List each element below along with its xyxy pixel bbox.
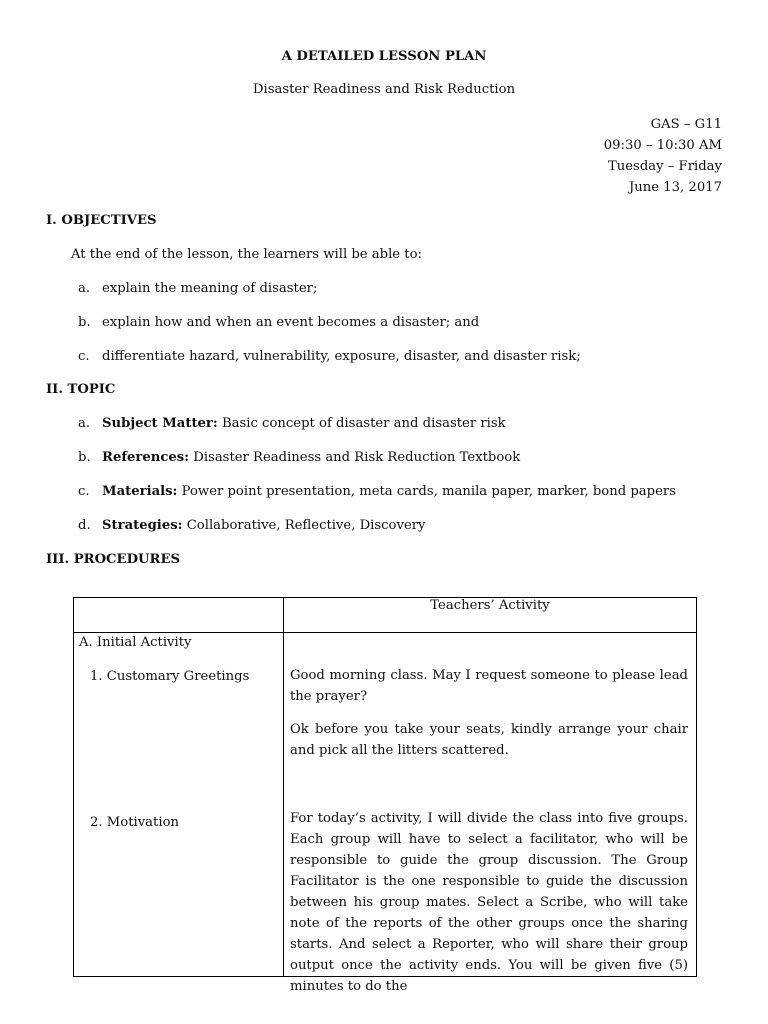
topic-item (78, 450, 520, 467)
table-row (74, 633, 697, 977)
item-text: Basic concept of disaster and disaster risk (217, 416, 506, 431)
objective-item (78, 315, 479, 332)
item-text: differentiate hazard, vulnerability, exposure, disaster, and disaster risk; (102, 349, 581, 364)
item-text: explain how and when an event becomes a disaster; and (102, 315, 480, 330)
table-header-teachers-activity: Teachers’ Activity (284, 598, 697, 633)
class-time: 09:30 – 10:30 AM (603, 138, 722, 153)
document-title: A DETAILED LESSON PLAN (281, 49, 487, 64)
item-text: Collaborative, Reflective, Discovery (182, 518, 426, 533)
item-letter: a. (78, 416, 91, 431)
topic-item (78, 416, 506, 433)
greetings-paragraph: Good morning class. May I request someone to please lead the prayer? (290, 668, 688, 704)
objective-item (78, 349, 581, 366)
item-letter: c. (78, 484, 90, 499)
subject-title: Disaster Readiness and Risk Reduction (252, 82, 516, 97)
class-date: June 13, 2017 (629, 180, 722, 195)
motivation-paragraph: For today’s activity, I will divide the class into five groups. Each group will have to select a facilitator, who will be responsible to guide the group discussion. The Group Facilitator is the one responsible to guide the discussion between his group mates. Select a Scribe, who will take note of the reports of the other groups once the sharing starts. And select a Reporter, who will share their group output once the activity ends. You will be given five (5) minutes to do the (290, 811, 688, 994)
objective-item (78, 281, 317, 298)
procedures-heading: III. PROCEDURES (46, 552, 181, 567)
item-text: Power point presentation, meta cards, manila paper, marker, bond papers (177, 484, 676, 499)
item-letter: a. (78, 281, 91, 296)
arrange-chairs-paragraph: Ok before you take your seats, kindly arrange your chair and pick all the litters scattered. (290, 722, 688, 758)
class-days: Tuesday – Friday (607, 159, 722, 174)
procedures-table (73, 597, 697, 994)
objectives-heading: I. OBJECTIVES (46, 213, 157, 228)
row-label-customary-greetings: 1. Customary Greetings (90, 669, 250, 684)
item-letter: c. (78, 349, 90, 364)
topic-heading: II. TOPIC (46, 382, 116, 397)
topic-item (78, 518, 426, 535)
table-header-row (74, 598, 697, 633)
item-label: Subject Matter: (102, 416, 218, 431)
row-label-motivation: 2. Motivation (90, 815, 179, 830)
item-letter: b. (78, 450, 91, 465)
item-text: explain the meaning of disaster; (102, 281, 318, 296)
item-text: Disaster Readiness and Risk Reduction Textbook (189, 450, 521, 465)
topic-item (78, 484, 676, 501)
objectives-intro: At the end of the lesson, the learners will be able to: (71, 247, 422, 262)
item-letter: d. (78, 518, 91, 533)
activity-cell (284, 633, 697, 994)
table-header-empty (74, 598, 284, 633)
item-label: References: (102, 450, 190, 465)
item-label: Materials: (102, 484, 178, 499)
class-section: GAS – G11 (650, 117, 722, 132)
label-cell (74, 633, 284, 977)
section-label-initial-activity: A. Initial Activity (79, 635, 192, 650)
item-letter: b. (78, 315, 91, 330)
item-label: Strategies: (102, 518, 183, 533)
